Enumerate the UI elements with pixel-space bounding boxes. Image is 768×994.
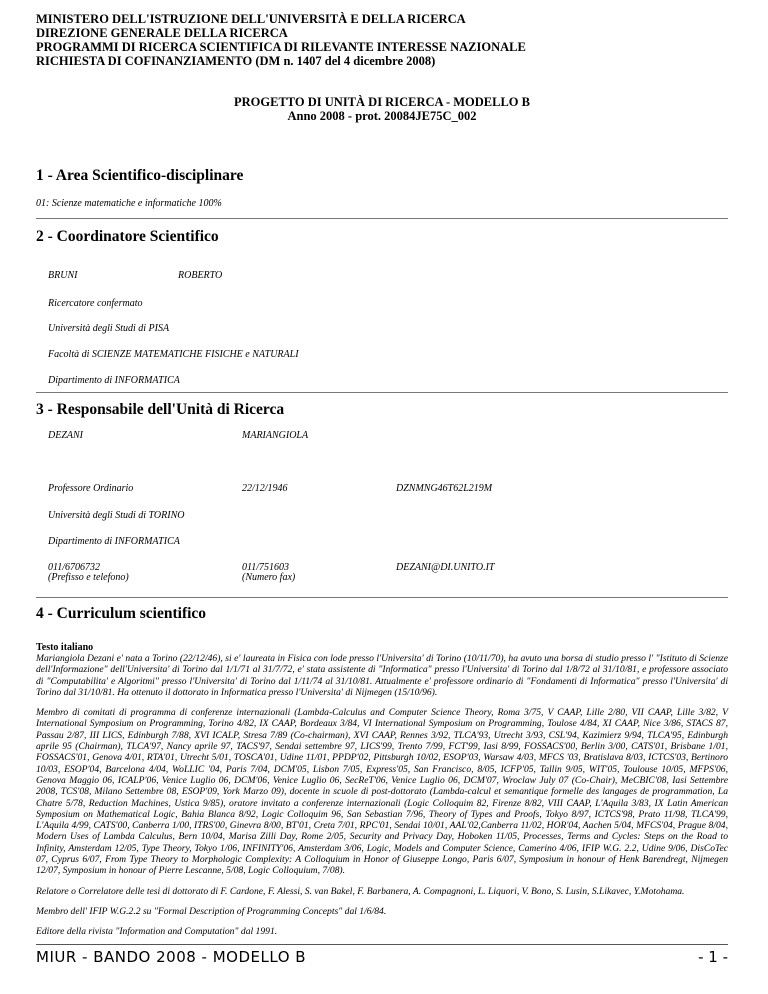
scientific-area: 01: Scienze matematiche e informatiche 100%	[36, 198, 222, 209]
section-divider	[36, 392, 728, 393]
unit-head-surname: DEZANI	[48, 430, 83, 441]
coordinator-university: Università degli Studi di PISA	[48, 323, 170, 334]
coordinator-surname: BRUNI	[48, 270, 78, 281]
header-line: PROGRAMMI DI RICERCA SCIENTIFICA DI RILEVANTE INTERESSE NAZIONALE	[36, 40, 526, 54]
project-title: PROGETTO DI UNITÀ DI RICERCA - MODELLO B	[234, 95, 530, 109]
curriculum-paragraph: Membro di comitati di programma di conferenze internazionali (Lambda-Calculus and Computer Science Theory, Roma 3/75, V CAAP, Lille 2/80, VII CAAP, Lille 3/82, V International Symposium on Programming, Torino 4/82, IX CAAP, Bordeaux 3/84, VI International Symposium on Programming, Toulose 4/84, XI CAAP, Nice 3/86, STACS 87, Passau 2/87, III LICS, Edinburgh 7/88, XVI ICALP, Stresa 7/89 (Co-chairman), XVI CAAP, Rennes 3/92, TLCA'93, Utrecht 3/93, CSL'94, Kazimierz 9/94, TLCA'95, Edinburgh aprile 95 (Chairman), TLCA'97, Nancy aprile 97, TACS'97, Sendai settembre 97, LICS'99, Trento 7/99, FCT'99, Iasi 8/99, FOSSACS'00, Berlin 3/00, CATS'01, Brisbane 1/01, FOSSACS'01, Genova 4/01, RTA'01, Utrecht 5/01, TOSCA'01, Udine 11/01, PPDP'02, Pittsburgh 10/02, ESOP'03, Warsaw 4/03, MFCS '03, Bratislava 8/03, ICTCS'03, Bertinoro 10/03, ESOP'04, Barcelona 4/04, WoLLIC '04, Paris 7/04, DCM'05, Lisbon 7/05, Express'05, San Francisco, 8/05, ICFP'05, Tallin 9/05, WIT'05, Toulouse 10/05, MFPS'06, Genova Maggio 06, ICALP'06, Venice Luglio 06, DCM'06, Venice Luglio 06, SecReT'06, Venice Luglio 06, DCM'07, Wroclaw July 07 (Co-Chair), MeCBIC'08, Iasi Settembre 2008, TCS'08, Milano Settembre 08, ESOP'09, York Marzo 09), docente in scuole di post-dottorato (Lambda-calcul et semantique formelle des langages de programmation, La Chatre 5/78, Reduction Machines, Ustica 9/85), oratore invitato a conferenze internazionali (Logic Colloquim 82, Firenze 8/82, VIII CAAP, L'Aquila 3/83, IX Latin American Symposium on Mathematical Logic, Bahia Blanca 8/92, Logic Colloquim 96, San Sebastian 7/96, Theory of Types and Proofs, Tokyo 8/97, ICTCS'98, Prato 11/98, TLCA'99, L'Aquila 4/99, CATS'00, Canberra 1/00, ITRS'00, Ginevra 8/00, BT'01, Creta 7/01, RPC'01, Sendai 10/01, AAL'02,Canberra 11/02, HOR'04, Aachen 5/04, MFCS'04, Prague 8/04, Modern Uses of Lambda Calculus, Bern 10/04, Marisa Zilli Day, Rome 2/05, Security and Privacy Day, Hoboken 11/05, Processes, Terms and Cycles: Steps on the Road to Infinity, Amsterdam 12/05, Type Theory, Tokyo 1/06, INFINITY'06, Amsterdam 3/06, Logic, Models and Computer Science, Camerino 4/06, IFIP W.G. 2.2, Udine 9/06, DisCoTec 07, Cyprus 6/07, From Type Theory to Morphologic Complexity: A Colloquium in Honor of Giuseppe Longo, Paris 6/07, Symposium in honour of Henk Barendregt, Nijmegen 12/07, Symposium in honour of Pierre Lescanne, 5/08, Logic Colloquium, 7/08).	[36, 707, 728, 877]
project-title-block	[36, 95, 728, 123]
unit-head-fax: 011/751603	[242, 562, 290, 573]
section-4-title: 4 - Curriculum scientifico	[36, 605, 207, 622]
unit-head-email: DEZANI@DI.UNITO.IT	[396, 562, 495, 573]
unit-head-name: MARIANGIOLA	[242, 430, 309, 441]
fax-label: (Numero fax)	[242, 572, 296, 583]
curriculum-language-heading: Testo italiano	[36, 642, 94, 653]
header-line: RICHIESTA DI COFINANZIAMENTO (DM n. 1407 del 4 dicembre 2008)	[36, 54, 436, 68]
unit-head-department: Dipartimento di INFORMATICA	[48, 536, 180, 547]
section-divider	[36, 597, 728, 598]
page-number: - 1 -	[698, 948, 728, 966]
curriculum-paragraph: Editore della rivista "Information and Computation" dal 1991.	[36, 926, 278, 938]
coordinator-faculty: Facoltà di SCIENZE MATEMATICHE FISICHE e NATURALI	[48, 349, 299, 360]
coordinator-name: ROBERTO	[178, 270, 223, 281]
header-line: MINISTERO DELL'ISTRUZIONE DELL'UNIVERSITÀ E DELLA RICERCA	[36, 12, 466, 26]
unit-head-birth-date: 22/12/1946	[242, 483, 288, 494]
section-divider	[36, 218, 728, 219]
ministry-header	[36, 12, 526, 68]
coordinator-role: Ricercatore confermato	[48, 298, 143, 309]
curriculum-paragraph: Mariangiola Dezani e' nata a Torino (22/12/46), si e' laureata in Fisica con lode presso l'Universita' di Torino (10/11/70), ha avuto una borsa di studio presso l' "Istituto di Scienze dell'Informazione" dell'Universita' di Torino dal 1/1/71 al 31/7/72, e' stata assistente di "Informatica" presso l'Universita' di Torino dal 1/8/72 al 31/10/81, e professore associato di "Computabilita' e Algoritmi" presso l'Universita' di Torino dal 1/11/74 al 31/10/81. Attualmente e' professore ordinario di "Fondamenti di Informatica" presso l'Universita' di Torino dal 31/10/81. Ha ottenuto il dottorato in Informatica presso l'Universita' di Nijmegen (15/10/96).	[36, 653, 728, 698]
phone-label: (Prefisso e telefono)	[48, 572, 129, 583]
section-1-title: 1 - Area Scientifico-disciplinare	[36, 167, 244, 184]
section-3-title: 3 - Responsabile dell'Unità di Ricerca	[36, 401, 285, 418]
coordinator-department: Dipartimento di INFORMATICA	[48, 375, 180, 386]
project-protocol: Anno 2008 - prot. 20084JE75C_002	[287, 109, 477, 123]
footer-divider	[36, 944, 728, 945]
unit-head-phone: 011/6706732	[48, 562, 101, 573]
unit-head-role: Professore Ordinario	[48, 483, 134, 494]
footer-label: MIUR - BANDO 2008 - MODELLO B	[36, 948, 307, 966]
header-line: DIREZIONE GENERALE DELLA RICERCA	[36, 26, 288, 40]
curriculum-paragraph: Membro dell' IFIP W.G.2.2 su "Formal Description of Programming Concepts" dal 1/6/84.	[36, 905, 387, 917]
section-2-title: 2 - Coordinatore Scientifico	[36, 228, 219, 245]
curriculum-paragraph: Relatore o Correlatore delle tesi di dottorato di F. Cardone, F. Alessi, S. van Bakel, F. Barbanera, A. Compagnoni, L. Liquori, V. Bono, S. Lusin, S.Likavec, Y.Motohama.	[36, 885, 685, 897]
unit-head-fiscal-code: DZNMNG46T62L219M	[396, 483, 493, 494]
curriculum-text	[36, 642, 728, 947]
unit-head-university: Università degli Studi di TORINO	[48, 510, 185, 521]
